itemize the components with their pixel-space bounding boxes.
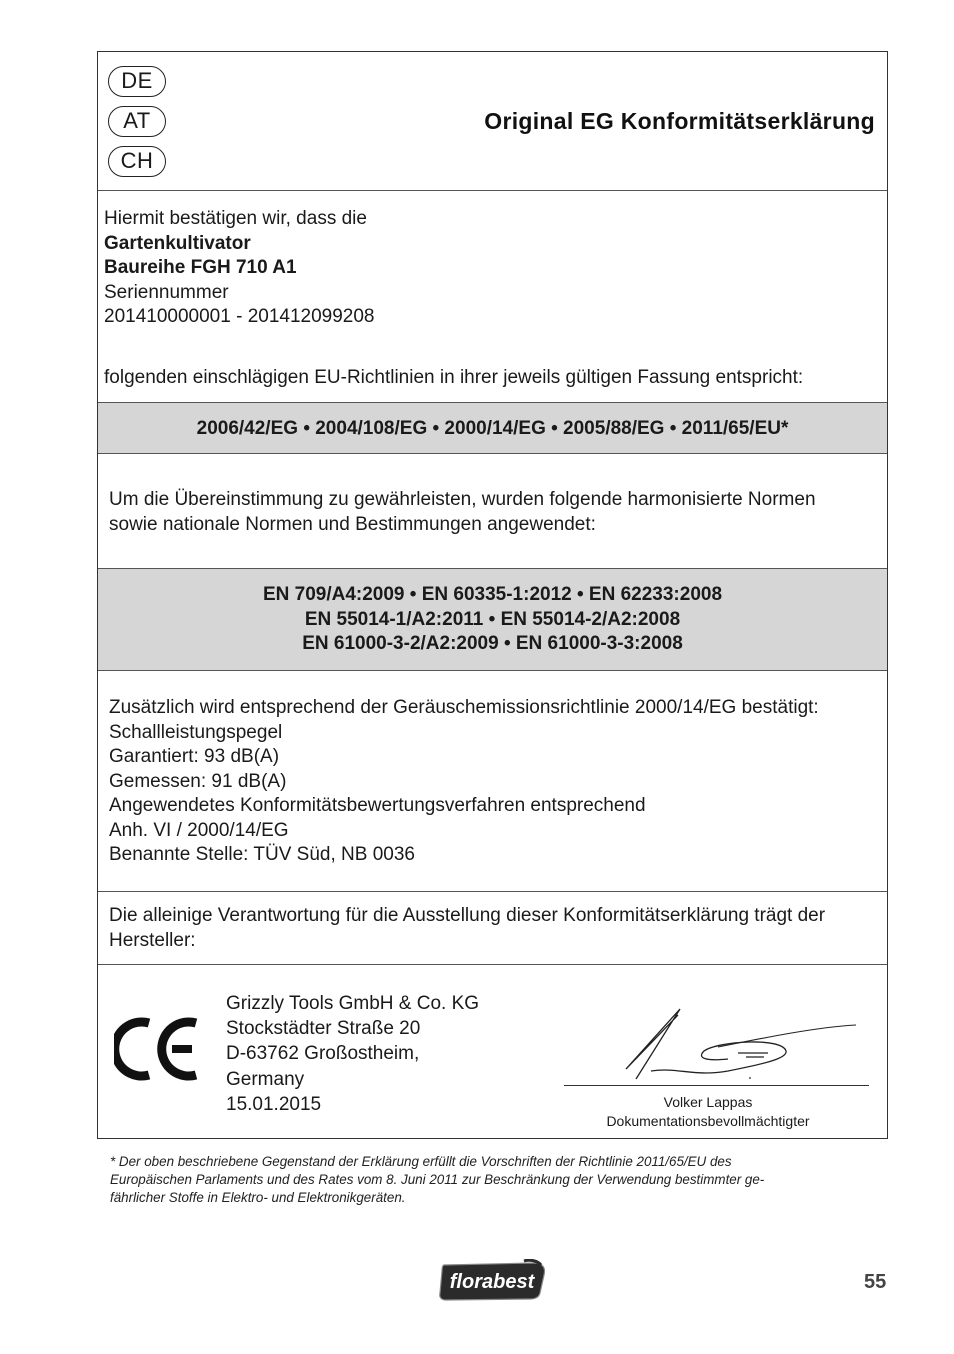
page-number: 55 <box>864 1271 887 1293</box>
product-name: Gartenkultivator <box>104 232 251 254</box>
signature-line <box>564 1085 869 1086</box>
ce-mark-icon <box>114 1015 200 1083</box>
manufacturer-name: Grizzly Tools GmbH & Co. KG <box>226 993 480 1014</box>
manufacturer-country: Germany <box>226 1068 305 1090</box>
noise-line-3: Garantiert: 93 dB(A) <box>109 746 280 767</box>
declaration-frame <box>97 51 888 1139</box>
signature-section <box>98 965 887 1139</box>
norms-section <box>98 569 887 671</box>
noise-line-5: Angewendetes Konformitätsbewertungsverfahren entsprechend <box>109 795 646 816</box>
footnote-line-3: fährlicher Stoffe in Elektro- und Elektronikgeräten. <box>110 1190 406 1205</box>
responsibility-section <box>98 892 887 965</box>
language-badge-de: DE <box>108 66 166 97</box>
responsibility-line-2: Hersteller: <box>109 929 196 951</box>
signer-role: Dokumentationsbevollmächtigter <box>606 1113 810 1129</box>
document-title: Original EG Konformitätserklärung <box>484 108 875 134</box>
logo-text: florabest <box>449 1271 535 1293</box>
noise-line-7: Benannte Stelle: TÜV Süd, NB 0036 <box>109 844 415 865</box>
directives-intro: folgenden einschlägigen EU-Richtlinien in ihrer jeweils gültigen Fassung entspricht: <box>104 366 804 388</box>
signer-name: Volker Lappas <box>663 1094 753 1110</box>
norms-intro-line-1: Um die Übereinstimmung zu gewährleisten, wurden folgende harmonisierte Normen <box>109 489 816 510</box>
norm-line-2: EN 55014-1/A2:2011 • EN 55014-2/A2:2008 <box>304 608 681 630</box>
declaration-date: 15.01.2015 <box>226 1093 322 1115</box>
manufacturer-city: D-63762 Großostheim, <box>226 1043 420 1065</box>
header-section <box>98 52 887 191</box>
language-badge-at: AT <box>108 106 166 137</box>
intro-text: Hiermit bestätigen wir, dass die <box>104 208 367 229</box>
footnote-line-1: * Der oben beschriebene Gegenstand der Erklärung erfüllt die Vorschriften der Richtlinie 2011/65/EU des <box>110 1154 732 1169</box>
footnote-line-2: Europäischen Parlaments und des Rates vom 8. Juni 2011 zur Beschränkung der Verwendung bestimmter ge- <box>110 1172 765 1187</box>
norms-intro-section <box>98 454 887 569</box>
product-series: Baureihe FGH 710 A1 <box>104 257 297 278</box>
florabest-logo <box>438 1259 550 1302</box>
footnote <box>110 1153 870 1207</box>
directives-list: 2006/42/EG • 2004/108/EG • 2000/14/EG • 2005/88/EG • 2011/65/EU* <box>196 418 789 439</box>
noise-line-2: Schallleistungspegel <box>109 721 283 743</box>
signer-block <box>564 1093 852 1131</box>
norms-intro-line-2: sowie nationale Normen und Bestimmungen angewendet: <box>109 513 596 535</box>
noise-line-1: Zusätzlich wird entsprechend der Geräuschemissionsrichtlinie 2000/14/EG bestätigt: <box>109 697 819 718</box>
product-section <box>98 191 887 403</box>
language-badge-ch: CH <box>108 146 166 177</box>
manufacturer-address <box>226 991 479 1117</box>
norm-line-3: EN 61000-3-2/A2:2009 • EN 61000-3-3:2008 <box>302 633 683 654</box>
signature-image <box>618 1007 858 1085</box>
serial-label: Seriennummer <box>104 281 229 303</box>
responsibility-line-1: Die alleinige Verantwortung für die Ausstellung dieser Konformitätserklärung trägt der <box>109 905 826 926</box>
noise-section <box>98 671 887 892</box>
directives-section <box>98 403 887 454</box>
noise-line-4: Gemessen: 91 dB(A) <box>109 770 287 792</box>
manufacturer-street: Stockstädter Straße 20 <box>226 1018 421 1040</box>
noise-line-6: Anh. VI / 2000/14/EG <box>109 819 289 841</box>
norm-line-1: EN 709/A4:2009 • EN 60335-1:2012 • EN 62233:2008 <box>262 584 723 605</box>
serial-range: 201410000001 - 201412099208 <box>104 306 375 327</box>
